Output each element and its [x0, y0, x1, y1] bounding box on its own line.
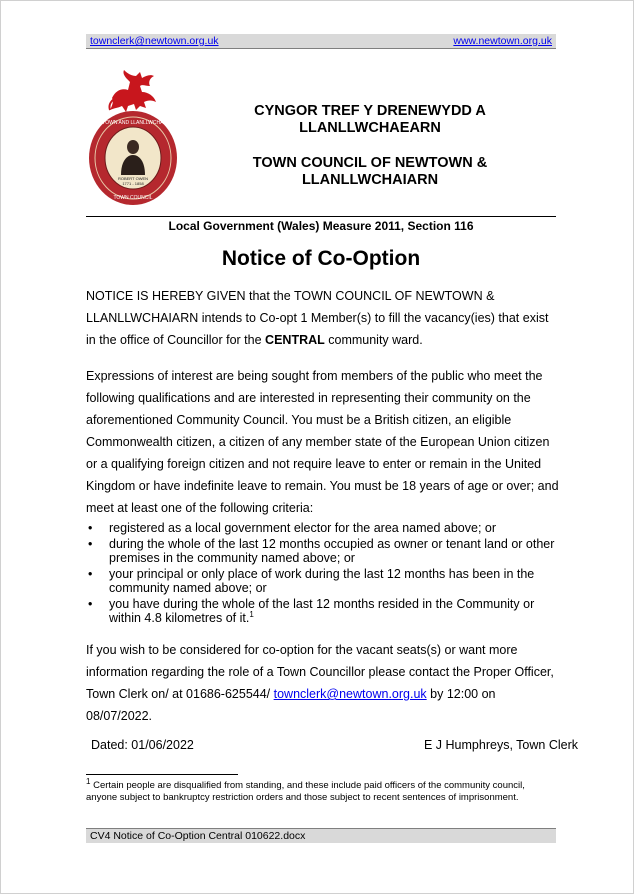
footnote-number: 1	[86, 776, 91, 786]
header-email-link[interactable]: townclerk@newtown.org.uk	[90, 35, 219, 47]
ward-name: CENTRAL	[265, 333, 325, 347]
seal-caption-years: 1771 - 1858	[122, 181, 144, 186]
notice-lead: NOTICE IS HEREBY GIVEN that the TOWN COUNCIL OF NEWTOWN & LLANLLWCHAIARN intends to Co-opt 1 Member(s) to fill the vacancy(ies) that exist in the office of Councillor for the	[86, 289, 549, 347]
criteria-item	[86, 521, 561, 535]
council-english-line2: LLANLLWCHAIARN	[301, 172, 439, 188]
signoff: E J Humphreys, Town Clerk	[424, 738, 578, 752]
criteria-item	[86, 597, 561, 625]
notice-tail: community ward.	[324, 333, 423, 347]
footnote-reference[interactable]: 1	[249, 609, 254, 619]
contact-email-link[interactable]: townclerk@newtown.org.uk	[273, 687, 427, 701]
council-welsh-line1: CYNGOR TREF Y DRENEWYDD A	[254, 103, 486, 119]
footnote	[86, 776, 556, 804]
bullet-icon: •	[88, 537, 93, 551]
legal-heading: Local Government (Wales) Measure 2011, Section 116	[168, 219, 474, 233]
criteria-item	[86, 567, 561, 595]
council-seal	[87, 109, 179, 207]
header-bar	[86, 34, 556, 49]
heading-rule	[86, 216, 556, 217]
welsh-dragon-icon	[106, 68, 162, 114]
criteria-text: during the whole of the last 12 months occupied as owner or tenant land or other premises in the community named above; or	[109, 537, 555, 565]
seal-ring-text-top: NEWTOWN AND LLANLLWCHAIARN	[90, 120, 176, 126]
bullet-icon: •	[88, 521, 93, 535]
header-website-link[interactable]: www.newtown.org.uk	[453, 35, 552, 47]
seal-caption-name: ROBERT OWEN	[117, 176, 149, 181]
contact-paragraph	[86, 639, 561, 727]
notice-paragraph	[86, 285, 561, 351]
council-english-line1: TOWN COUNCIL OF NEWTOWN &	[252, 155, 488, 171]
council-welsh-line2: LLANLLWCHAEARN	[299, 120, 441, 136]
page-title: Notice of Co-Option	[221, 247, 421, 270]
seal-ring-text-bottom: TOWN COUNCIL	[113, 195, 153, 201]
dated-line: Dated: 01/06/2022	[91, 738, 194, 752]
criteria-list	[86, 521, 561, 627]
council-name-welsh	[230, 103, 510, 137]
footer-filename: CV4 Notice of Co-Option Central 010622.docx	[90, 830, 306, 842]
criteria-text: your principal or only place of work during the last 12 months has been in the community named above; or	[109, 567, 535, 595]
criteria-text: you have during the whole of the last 12 months resided in the Community or within 4.8 kilometres of it.	[109, 597, 535, 625]
footnote-text: Certain people are disqualified from standing, and these include paid officers of the community council, anyone subject to bankruptcy restriction orders and those subject to recent sentences of imprisonment.	[86, 780, 525, 803]
contact-deadline: by 12:00 on 08/07/2022.	[86, 687, 496, 723]
criteria-text: registered as a local government elector for the area named above; or	[109, 521, 497, 535]
bullet-icon: •	[88, 567, 93, 581]
footnote-rule	[86, 774, 238, 775]
council-name-english	[230, 155, 510, 189]
contact-text: If you wish to be considered for co-option for the vacant seats(s) or want more information regarding the role of a Town Councillor please contact the Proper Officer, Town Clerk on/ at 01686-625544/	[86, 643, 554, 701]
footer-bar	[86, 828, 556, 843]
bullet-icon: •	[88, 597, 93, 611]
criteria-item	[86, 537, 561, 565]
expressions-paragraph: Expressions of interest are being sought from members of the public who meet the following qualifications and are interested in representing their community on the aforementioned Community Council. You must be a British citizen, an eligible Commonwealth citizen, a citizen of any member state of the European Union citizen or a qualifying foreign citizen and not require leave to enter or remain in the United Kingdom or have indefinite leave to remain. You must be 18 years of age or over; and meet at least one of the following criteria:	[86, 369, 559, 515]
